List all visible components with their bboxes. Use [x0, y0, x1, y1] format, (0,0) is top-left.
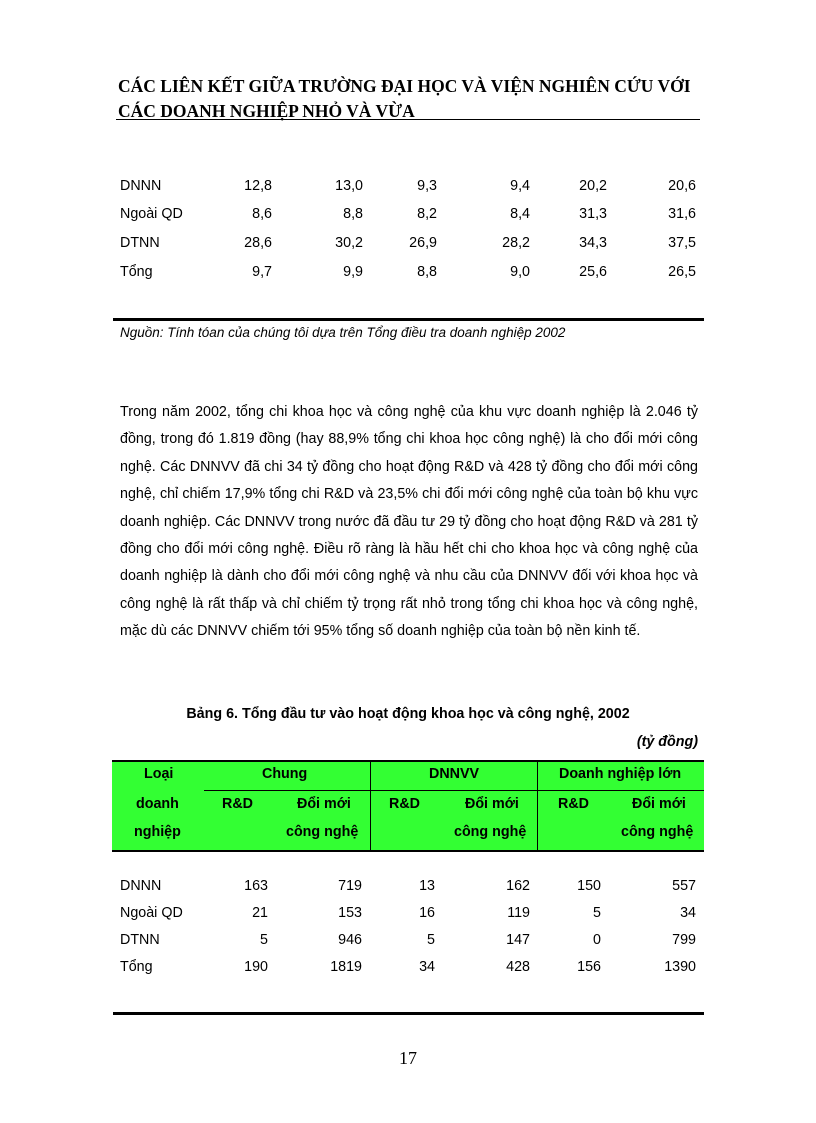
subheader-rd: R&D	[389, 796, 420, 812]
row-label: DTNN	[120, 932, 160, 948]
table-cell: 147	[506, 932, 530, 948]
table-cell: 26,9	[409, 235, 437, 251]
table-row	[112, 905, 704, 925]
table-caption: Bảng 6. Tổng đầu tư vào hoạt động khoa học và công nghệ, 2002	[186, 706, 630, 722]
row-label: Ngoài QD	[120, 206, 183, 222]
table-cell: 31,3	[579, 206, 607, 222]
table-cell: 28,6	[244, 235, 272, 251]
table-row	[112, 235, 704, 255]
subheader-innovation: Đổi mới	[465, 796, 519, 812]
column-divider	[537, 762, 538, 850]
table-cell: 719	[338, 878, 362, 894]
table-cell: 13,0	[335, 178, 363, 194]
table-cell: 25,6	[579, 264, 607, 280]
table-cell: 9,0	[510, 264, 530, 280]
table-cell: 0	[593, 932, 601, 948]
table-cell: 9,7	[252, 264, 272, 280]
table-cell: 34,3	[579, 235, 607, 251]
table-cell: 37,5	[668, 235, 696, 251]
table-cell: 31,6	[668, 206, 696, 222]
group-header-dnnvv: DNNVV	[429, 766, 480, 782]
row-label: Ngoài QD	[120, 905, 183, 921]
table-cell: 150	[577, 878, 601, 894]
body-paragraph: Trong năm 2002, tổng chi khoa học và công nghệ của khu vực doanh nghiệp là 2.046 tỷ đồng, trong đó 1.819 đồng (hay 88,9% tổng chi khoa học công nghệ) là cho đổi mới công nghệ. Các DNNVV đã chi 34 tỷ đồng cho hoạt động R&D và 428 tỷ đồng cho đổi mới công nghệ, chỉ chiếm 17,9% tổng chi R&D và 23,5% chi đổi mới công nghệ của toàn bộ khu vực doanh nghiệp. Các DNNVV trong nước đã đầu tư 29 tỷ đồng cho hoạt động R&D và 281 tỷ đồng cho đổi mới công nghệ. Điều rõ ràng là hầu hết chi cho khoa học và công nghệ của doanh nghiệp là dành cho đổi mới công nghệ và nhu cầu của DNNVV đối với khoa học và công nghệ là rất thấp và chỉ chiếm tỷ trọng rất nhỏ trong tổng chi khoa học và công nghệ, mặc dù các DNNVV chiếm tới 95% tổng số doanh nghiệp của toàn bộ nền kinh tế.	[120, 404, 698, 640]
table-cell: 28,2	[502, 235, 530, 251]
row-label-header: nghiệp	[134, 824, 181, 840]
table-row	[112, 932, 704, 952]
row-label: Tổng	[120, 264, 153, 280]
table-cell: 26,5	[668, 264, 696, 280]
table-cell: 119	[507, 905, 530, 921]
table-row	[112, 959, 704, 979]
table-cell: 1390	[664, 959, 696, 975]
table-row	[112, 178, 704, 198]
table-cell: 34	[419, 959, 435, 975]
group-underline	[371, 790, 537, 791]
table-cell: 12,8	[244, 178, 272, 194]
table-bottom-rule	[113, 1012, 704, 1015]
page-header-title: CÁC LIÊN KẾT GIỮA TRƯỜNG ĐẠI HỌC VÀ VIỆN NGHIÊN CỨU VỚI CÁC DOANH NGHIỆP NHỎ VÀ VỪA	[118, 76, 691, 121]
header-divider	[116, 119, 700, 120]
table-row	[112, 206, 704, 226]
table-cell: 162	[506, 878, 530, 894]
table-cell: 8,8	[417, 264, 437, 280]
table-cell: 799	[672, 932, 696, 948]
row-label: Tổng	[120, 959, 153, 975]
table-row	[112, 878, 704, 898]
table-unit: (tỷ đồng)	[636, 734, 698, 750]
subheader-innovation: công nghệ	[621, 824, 694, 840]
table-cell: 8,6	[252, 206, 272, 222]
subheader-innovation: công nghệ	[454, 824, 527, 840]
row-label: DTNN	[120, 235, 160, 251]
table-cell: 9,4	[510, 178, 530, 194]
table-cell: 9,3	[417, 178, 437, 194]
table-header	[112, 760, 704, 852]
table-bottom-rule	[113, 318, 704, 321]
row-label: DNNN	[120, 178, 162, 194]
row-label-header: doanh	[136, 796, 179, 812]
table-source-note: Nguồn: Tính tóan của chúng tôi dựa trên Tổng điều tra doanh nghiệp 2002	[120, 325, 566, 340]
table-cell: 16	[419, 905, 435, 921]
table-cell: 13	[419, 878, 435, 894]
table-cell: 8,2	[417, 206, 437, 222]
table-cell: 190	[244, 959, 268, 975]
table-cell: 946	[338, 932, 362, 948]
table-cell: 5	[427, 932, 435, 948]
table-row	[112, 264, 704, 284]
table-cell: 153	[338, 905, 362, 921]
table-cell: 20,2	[579, 178, 607, 194]
table-cell: 557	[672, 878, 696, 894]
table-cell: 8,4	[510, 206, 530, 222]
table-cell: 1819	[330, 959, 362, 975]
row-label-header: Loại	[144, 766, 174, 782]
page-number: 17	[399, 1048, 417, 1068]
table-cell: 20,6	[668, 178, 696, 194]
subheader-rd: R&D	[222, 796, 253, 812]
row-label: DNNN	[120, 878, 162, 894]
table-cell: 9,9	[343, 264, 363, 280]
table-cell: 5	[593, 905, 601, 921]
group-header-large: Doanh nghiệp lớn	[559, 766, 682, 782]
subheader-innovation: Đổi mới	[632, 796, 686, 812]
group-underline	[204, 790, 370, 791]
table-cell: 34	[680, 905, 696, 921]
table-cell: 163	[244, 878, 268, 894]
table-cell: 8,8	[343, 206, 363, 222]
group-underline	[538, 790, 704, 791]
table-cell: 21	[252, 905, 268, 921]
table-cell: 428	[506, 959, 530, 975]
table-cell: 156	[577, 959, 601, 975]
subheader-innovation: Đổi mới	[297, 796, 351, 812]
column-divider	[370, 762, 371, 850]
table-cell: 30,2	[335, 235, 363, 251]
group-header-chung: Chung	[262, 766, 308, 782]
subheader-rd: R&D	[558, 796, 589, 812]
subheader-innovation: công nghệ	[286, 824, 359, 840]
table-cell: 5	[260, 932, 268, 948]
